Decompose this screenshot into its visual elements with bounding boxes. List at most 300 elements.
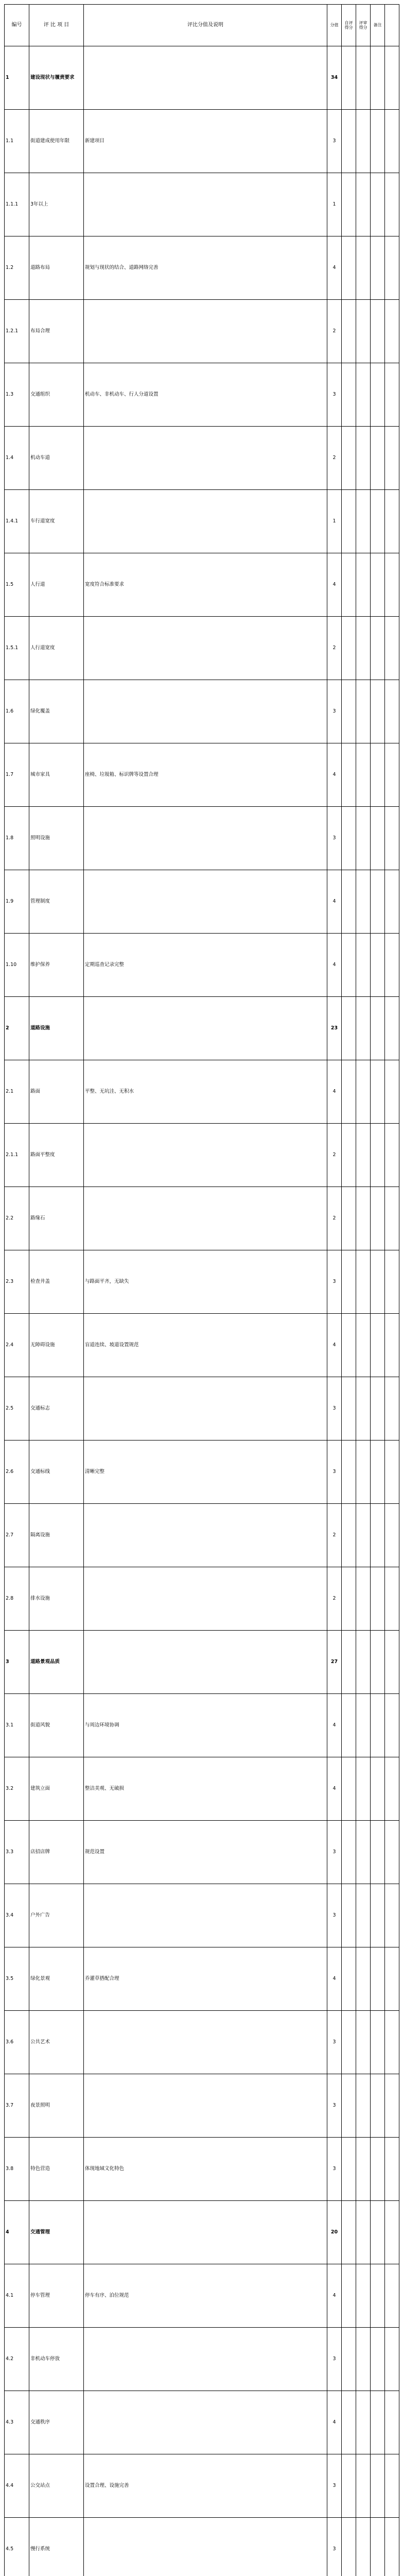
cell-desc: 新建项目 bbox=[84, 110, 327, 173]
cell-empty bbox=[371, 2391, 385, 2454]
cell-empty bbox=[342, 236, 356, 300]
cell-item: 人行道宽度 bbox=[29, 617, 84, 680]
header-review: 评审得分 bbox=[356, 5, 371, 46]
cell-empty bbox=[342, 2011, 356, 2074]
cell-desc bbox=[84, 1187, 327, 1250]
cell-score: 4 bbox=[327, 2391, 342, 2454]
cell-empty bbox=[342, 807, 356, 870]
cell-empty bbox=[385, 680, 399, 743]
cell-empty bbox=[356, 680, 371, 743]
cell-empty bbox=[342, 2328, 356, 2391]
cell-empty bbox=[356, 1504, 371, 1567]
cell-score: 3 bbox=[327, 1821, 342, 1884]
cell-item: 隔离设施 bbox=[29, 1504, 84, 1567]
cell-empty bbox=[385, 2201, 399, 2264]
cell-code: 4 bbox=[5, 2201, 29, 2264]
cell-empty bbox=[371, 1187, 385, 1250]
cell-code: 2.5 bbox=[5, 1377, 29, 1440]
cell-desc: 机动车、非机动车、行人分道设置 bbox=[84, 363, 327, 427]
cell-item: 无障碍设施 bbox=[29, 1314, 84, 1377]
cell-empty bbox=[371, 1631, 385, 1694]
cell-item: 慢行系统 bbox=[29, 2518, 84, 2576]
table-row bbox=[5, 2518, 399, 2576]
table-row bbox=[5, 2391, 399, 2454]
cell-item: 路面平整度 bbox=[29, 1124, 84, 1187]
cell-empty bbox=[385, 2074, 399, 2138]
cell-code: 1.2 bbox=[5, 236, 29, 300]
cell-empty bbox=[356, 2011, 371, 2074]
table-row bbox=[5, 617, 399, 680]
cell-desc: 定期巡查记录完整 bbox=[84, 934, 327, 997]
cell-item: 交通组织 bbox=[29, 363, 84, 427]
table-row bbox=[5, 2264, 399, 2328]
cell-empty bbox=[356, 1377, 371, 1440]
cell-desc: 停车有序、泊位规范 bbox=[84, 2264, 327, 2328]
cell-empty bbox=[385, 2391, 399, 2454]
cell-empty bbox=[356, 1947, 371, 2011]
cell-item: 特色营造 bbox=[29, 2138, 84, 2201]
cell-score: 1 bbox=[327, 173, 342, 236]
cell-empty bbox=[342, 363, 356, 427]
cell-empty bbox=[371, 553, 385, 617]
cell-empty bbox=[356, 2074, 371, 2138]
cell-desc: 体现地域文化特色 bbox=[84, 2138, 327, 2201]
cell-item: 人行道 bbox=[29, 553, 84, 617]
cell-item: 照明设施 bbox=[29, 807, 84, 870]
cell-desc: 规划与现状的结合、道路网络完善 bbox=[84, 236, 327, 300]
cell-score: 4 bbox=[327, 1947, 342, 2011]
header-self: 自评得分 bbox=[342, 5, 356, 46]
cell-empty bbox=[342, 743, 356, 807]
cell-empty bbox=[342, 2391, 356, 2454]
cell-empty bbox=[385, 1504, 399, 1567]
cell-empty bbox=[342, 1187, 356, 1250]
cell-empty bbox=[342, 2074, 356, 2138]
cell-desc bbox=[84, 300, 327, 363]
cell-empty bbox=[385, 553, 399, 617]
cell-empty bbox=[371, 1884, 385, 1947]
cell-empty bbox=[356, 1250, 371, 1314]
cell-code: 3 bbox=[5, 1631, 29, 1694]
cell-desc bbox=[84, 2518, 327, 2576]
cell-code: 2.3 bbox=[5, 1250, 29, 1314]
cell-code: 3.5 bbox=[5, 1947, 29, 2011]
cell-score: 2 bbox=[327, 300, 342, 363]
cell-empty bbox=[356, 1631, 371, 1694]
cell-item: 路缘石 bbox=[29, 1187, 84, 1250]
cell-code: 1.2.1 bbox=[5, 300, 29, 363]
cell-empty bbox=[356, 2454, 371, 2518]
cell-empty bbox=[356, 1821, 371, 1884]
cell-score: 3 bbox=[327, 2518, 342, 2576]
table-row bbox=[5, 1947, 399, 2011]
cell-empty bbox=[342, 2201, 356, 2264]
table-row bbox=[5, 1250, 399, 1314]
cell-desc bbox=[84, 1884, 327, 1947]
cell-code: 4.3 bbox=[5, 2391, 29, 2454]
cell-score: 4 bbox=[327, 870, 342, 934]
cell-empty bbox=[371, 490, 385, 553]
table-row bbox=[5, 1440, 399, 1504]
cell-code: 1.8 bbox=[5, 807, 29, 870]
cell-empty bbox=[342, 46, 356, 110]
cell-code: 2.1 bbox=[5, 1060, 29, 1124]
cell-code: 1.3 bbox=[5, 363, 29, 427]
cell-empty bbox=[342, 490, 356, 553]
cell-score: 4 bbox=[327, 236, 342, 300]
cell-empty bbox=[371, 2074, 385, 2138]
cell-desc bbox=[84, 1567, 327, 1631]
cell-item: 交通标线 bbox=[29, 1440, 84, 1504]
cell-empty bbox=[342, 1314, 356, 1377]
cell-item: 店招店牌 bbox=[29, 1821, 84, 1884]
cell-code: 2.8 bbox=[5, 1567, 29, 1631]
cell-desc: 与路面平齐，无缺失 bbox=[84, 1250, 327, 1314]
cell-empty bbox=[371, 1567, 385, 1631]
cell-code: 2.2 bbox=[5, 1187, 29, 1250]
cell-empty bbox=[371, 1821, 385, 1884]
cell-empty bbox=[371, 2011, 385, 2074]
cell-empty bbox=[356, 1314, 371, 1377]
cell-empty bbox=[385, 1124, 399, 1187]
cell-empty bbox=[371, 2518, 385, 2576]
cell-empty bbox=[385, 2264, 399, 2328]
cell-item: 维护保养 bbox=[29, 934, 84, 997]
cell-empty bbox=[371, 236, 385, 300]
cell-item: 夜景照明 bbox=[29, 2074, 84, 2138]
cell-empty bbox=[342, 110, 356, 173]
cell-item: 公共艺术 bbox=[29, 2011, 84, 2074]
table-body bbox=[5, 46, 399, 2576]
cell-empty bbox=[371, 46, 385, 110]
cell-empty bbox=[385, 300, 399, 363]
cell-desc: 整洁美观、无破损 bbox=[84, 1757, 327, 1821]
cell-score: 2 bbox=[327, 427, 342, 490]
cell-empty bbox=[342, 2264, 356, 2328]
cell-desc: 平整、无坑洼、无积水 bbox=[84, 1060, 327, 1124]
category-row bbox=[5, 46, 399, 110]
cell-desc: 座椅、垃圾箱、标识牌等设置合理 bbox=[84, 743, 327, 807]
cell-code: 1.6 bbox=[5, 680, 29, 743]
cell-desc bbox=[84, 2201, 327, 2264]
table-row bbox=[5, 173, 399, 236]
table-row bbox=[5, 743, 399, 807]
header-item: 评 比 项 目 bbox=[29, 5, 84, 46]
cell-code: 1.9 bbox=[5, 870, 29, 934]
cell-desc bbox=[84, 2011, 327, 2074]
cell-empty bbox=[371, 300, 385, 363]
cell-score: 4 bbox=[327, 2264, 342, 2328]
cell-empty bbox=[356, 1567, 371, 1631]
table-row bbox=[5, 1124, 399, 1187]
cell-item: 布局合理 bbox=[29, 300, 84, 363]
cell-desc: 设置合理、设施完善 bbox=[84, 2454, 327, 2518]
cell-empty bbox=[342, 870, 356, 934]
cell-score: 20 bbox=[327, 2201, 342, 2264]
cell-empty bbox=[356, 743, 371, 807]
cell-empty bbox=[342, 1567, 356, 1631]
cell-empty bbox=[356, 997, 371, 1060]
cell-empty bbox=[342, 1377, 356, 1440]
cell-empty bbox=[371, 1060, 385, 1124]
table-row bbox=[5, 1884, 399, 1947]
cell-empty bbox=[356, 300, 371, 363]
cell-empty bbox=[342, 1124, 356, 1187]
cell-empty bbox=[385, 173, 399, 236]
cell-score: 3 bbox=[327, 2011, 342, 2074]
cell-empty bbox=[356, 110, 371, 173]
table-row bbox=[5, 110, 399, 173]
cell-code: 1.1 bbox=[5, 110, 29, 173]
cell-score: 3 bbox=[327, 1884, 342, 1947]
cell-empty bbox=[356, 1187, 371, 1250]
cell-empty bbox=[342, 1694, 356, 1757]
cell-empty bbox=[342, 2138, 356, 2201]
cell-empty bbox=[356, 870, 371, 934]
cell-empty bbox=[371, 617, 385, 680]
table-header bbox=[5, 5, 399, 46]
cell-empty bbox=[356, 1440, 371, 1504]
cell-score: 3 bbox=[327, 680, 342, 743]
table-row bbox=[5, 2011, 399, 2074]
cell-empty bbox=[342, 1821, 356, 1884]
cell-item: 机动车道 bbox=[29, 427, 84, 490]
cell-score: 3 bbox=[327, 2328, 342, 2391]
table-row bbox=[5, 934, 399, 997]
cell-desc: 与周边环境协调 bbox=[84, 1694, 327, 1757]
cell-empty bbox=[342, 2518, 356, 2576]
cell-desc: 清晰完整 bbox=[84, 1440, 327, 1504]
category-row bbox=[5, 2201, 399, 2264]
cell-code: 2.1.1 bbox=[5, 1124, 29, 1187]
cell-score: 2 bbox=[327, 617, 342, 680]
cell-empty bbox=[385, 1631, 399, 1694]
cell-desc: 宽度符合标准要求 bbox=[84, 553, 327, 617]
table-row bbox=[5, 1187, 399, 1250]
cell-code: 3.8 bbox=[5, 2138, 29, 2201]
table-row bbox=[5, 553, 399, 617]
cell-empty bbox=[371, 1377, 385, 1440]
table-row bbox=[5, 1567, 399, 1631]
cell-code: 2.7 bbox=[5, 1504, 29, 1567]
cell-empty bbox=[371, 1947, 385, 2011]
cell-desc: 盲道连续、坡道设置规范 bbox=[84, 1314, 327, 1377]
cell-empty bbox=[356, 427, 371, 490]
cell-code: 3.7 bbox=[5, 2074, 29, 2138]
cell-desc bbox=[84, 427, 327, 490]
cell-desc bbox=[84, 173, 327, 236]
cell-empty bbox=[342, 173, 356, 236]
cell-empty bbox=[371, 363, 385, 427]
cell-score: 2 bbox=[327, 1124, 342, 1187]
cell-empty bbox=[356, 1757, 371, 1821]
cell-empty bbox=[385, 870, 399, 934]
cell-empty bbox=[371, 1504, 385, 1567]
category-row bbox=[5, 1631, 399, 1694]
cell-empty bbox=[356, 1884, 371, 1947]
cell-score: 3 bbox=[327, 807, 342, 870]
cell-desc bbox=[84, 807, 327, 870]
cell-desc bbox=[84, 1377, 327, 1440]
cell-desc bbox=[84, 2074, 327, 2138]
cell-empty bbox=[356, 2201, 371, 2264]
cell-item: 道路设施 bbox=[29, 997, 84, 1060]
cell-code: 3.3 bbox=[5, 1821, 29, 1884]
cell-empty bbox=[385, 1440, 399, 1504]
cell-empty bbox=[356, 807, 371, 870]
cell-code: 1.1.1 bbox=[5, 173, 29, 236]
cell-empty bbox=[385, 1377, 399, 1440]
cell-empty bbox=[371, 2138, 385, 2201]
cell-item: 非机动车停放 bbox=[29, 2328, 84, 2391]
cell-score: 4 bbox=[327, 1060, 342, 1124]
cell-item: 街道风貌 bbox=[29, 1694, 84, 1757]
cell-empty bbox=[385, 236, 399, 300]
cell-code: 2.6 bbox=[5, 1440, 29, 1504]
cell-empty bbox=[385, 2011, 399, 2074]
cell-empty bbox=[356, 363, 371, 427]
cell-code: 1.5 bbox=[5, 553, 29, 617]
cell-desc bbox=[84, 1124, 327, 1187]
header-score: 分值 bbox=[327, 5, 342, 46]
cell-item: 交通管理 bbox=[29, 2201, 84, 2264]
cell-code: 3.1 bbox=[5, 1694, 29, 1757]
cell-score: 3 bbox=[327, 1377, 342, 1440]
cell-empty bbox=[385, 1567, 399, 1631]
cell-empty bbox=[356, 2138, 371, 2201]
cell-empty bbox=[385, 2518, 399, 2576]
scoring-table bbox=[4, 4, 399, 2576]
cell-empty bbox=[385, 1314, 399, 1377]
cell-empty bbox=[356, 46, 371, 110]
cell-empty bbox=[342, 1060, 356, 1124]
cell-item: 停车管理 bbox=[29, 2264, 84, 2328]
cell-empty bbox=[371, 2201, 385, 2264]
cell-desc bbox=[84, 997, 327, 1060]
cell-score: 4 bbox=[327, 1314, 342, 1377]
table-row bbox=[5, 2328, 399, 2391]
table-row bbox=[5, 1377, 399, 1440]
cell-code: 3.6 bbox=[5, 2011, 29, 2074]
cell-empty bbox=[371, 870, 385, 934]
cell-score: 2 bbox=[327, 1504, 342, 1567]
table-row bbox=[5, 1694, 399, 1757]
table-row bbox=[5, 1314, 399, 1377]
header-extra bbox=[385, 5, 399, 46]
table-row bbox=[5, 1821, 399, 1884]
cell-empty bbox=[385, 1187, 399, 1250]
cell-score: 3 bbox=[327, 363, 342, 427]
cell-empty bbox=[342, 1250, 356, 1314]
cell-score: 1 bbox=[327, 490, 342, 553]
cell-empty bbox=[371, 2454, 385, 2518]
cell-empty bbox=[385, 2138, 399, 2201]
cell-score: 2 bbox=[327, 1567, 342, 1631]
cell-score: 3 bbox=[327, 2454, 342, 2518]
cell-empty bbox=[385, 2328, 399, 2391]
cell-score: 23 bbox=[327, 997, 342, 1060]
cell-empty bbox=[385, 2454, 399, 2518]
cell-item: 道路布局 bbox=[29, 236, 84, 300]
cell-code: 3.2 bbox=[5, 1757, 29, 1821]
cell-score: 4 bbox=[327, 934, 342, 997]
cell-item: 街道建成使用年限 bbox=[29, 110, 84, 173]
cell-item: 绿化景观 bbox=[29, 1947, 84, 2011]
cell-code: 4.2 bbox=[5, 2328, 29, 2391]
cell-empty bbox=[342, 680, 356, 743]
cell-item: 交通秩序 bbox=[29, 2391, 84, 2454]
category-row bbox=[5, 997, 399, 1060]
table-row bbox=[5, 490, 399, 553]
cell-empty bbox=[371, 110, 385, 173]
cell-empty bbox=[356, 2328, 371, 2391]
cell-empty bbox=[385, 46, 399, 110]
cell-desc bbox=[84, 2328, 327, 2391]
cell-item: 城市家具 bbox=[29, 743, 84, 807]
cell-empty bbox=[342, 1884, 356, 1947]
cell-desc bbox=[84, 680, 327, 743]
cell-empty bbox=[342, 617, 356, 680]
cell-item: 道路景观品质 bbox=[29, 1631, 84, 1694]
cell-item: 3年以上 bbox=[29, 173, 84, 236]
cell-item: 公交站点 bbox=[29, 2454, 84, 2518]
cell-code: 1.4.1 bbox=[5, 490, 29, 553]
cell-empty bbox=[371, 743, 385, 807]
cell-desc bbox=[84, 2391, 327, 2454]
cell-code: 4.4 bbox=[5, 2454, 29, 2518]
cell-empty bbox=[342, 934, 356, 997]
cell-code: 2.4 bbox=[5, 1314, 29, 1377]
cell-empty bbox=[371, 1694, 385, 1757]
cell-code: 2 bbox=[5, 997, 29, 1060]
cell-item: 管理制度 bbox=[29, 870, 84, 934]
table-row bbox=[5, 236, 399, 300]
cell-empty bbox=[342, 1631, 356, 1694]
cell-item: 绿化覆盖 bbox=[29, 680, 84, 743]
cell-item: 交通标志 bbox=[29, 1377, 84, 1440]
cell-empty bbox=[385, 807, 399, 870]
cell-empty bbox=[342, 1504, 356, 1567]
cell-code: 1.10 bbox=[5, 934, 29, 997]
cell-empty bbox=[385, 997, 399, 1060]
cell-empty bbox=[371, 1757, 385, 1821]
cell-empty bbox=[356, 1060, 371, 1124]
cell-empty bbox=[356, 2391, 371, 2454]
cell-score: 4 bbox=[327, 1757, 342, 1821]
cell-empty bbox=[356, 934, 371, 997]
cell-item: 排水设施 bbox=[29, 1567, 84, 1631]
cell-desc bbox=[84, 1504, 327, 1567]
cell-score: 3 bbox=[327, 2138, 342, 2201]
header-code: 编号 bbox=[5, 5, 29, 46]
cell-item: 建设现状与履责要求 bbox=[29, 46, 84, 110]
cell-desc bbox=[84, 617, 327, 680]
cell-score: 4 bbox=[327, 1694, 342, 1757]
cell-empty bbox=[371, 807, 385, 870]
table-row bbox=[5, 807, 399, 870]
cell-empty bbox=[385, 1947, 399, 2011]
table-row bbox=[5, 363, 399, 427]
cell-empty bbox=[342, 427, 356, 490]
cell-empty bbox=[385, 617, 399, 680]
cell-score: 3 bbox=[327, 2074, 342, 2138]
cell-empty bbox=[371, 1314, 385, 1377]
cell-empty bbox=[385, 490, 399, 553]
cell-empty bbox=[385, 743, 399, 807]
cell-code: 1.5.1 bbox=[5, 617, 29, 680]
cell-empty bbox=[371, 427, 385, 490]
cell-item: 检查井盖 bbox=[29, 1250, 84, 1314]
